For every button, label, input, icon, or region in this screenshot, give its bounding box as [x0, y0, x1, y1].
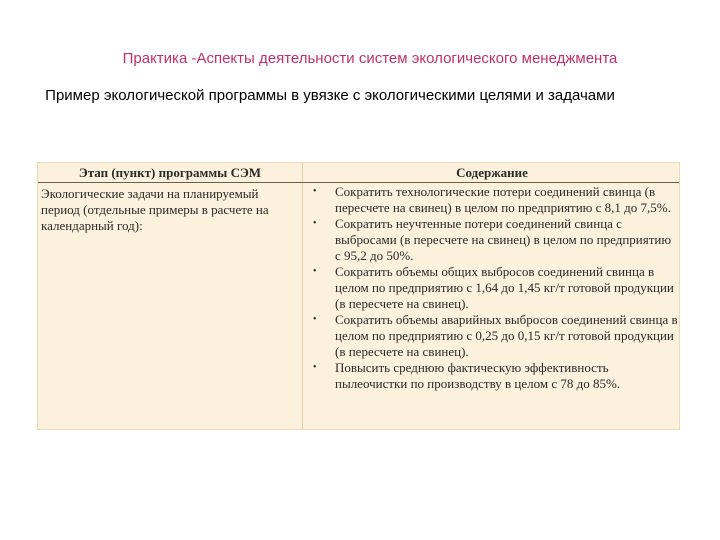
slide-title: Практика -Аспекты деятельности систем экологического менеджмента [122, 50, 618, 67]
bullet-icon: • [313, 186, 317, 197]
bullet-icon: • [313, 266, 317, 277]
bullet-icon: • [313, 314, 317, 325]
list-item-text: Сократить объемы общих выбросов соединений свинца в целом по предприятию с 1,64 до 1,45 кг/т готовой продукции (в пересчете на свинец). [335, 264, 674, 311]
header-stage: Этап (пункт) программы СЭМ [78, 165, 262, 180]
list-item-text: Сократить неучтенные потери соединений свинца с выбросами (в пересчете на свинец) в целом по предприятию с 95,2 до 50%. [335, 216, 672, 263]
table-header-row [38, 163, 679, 183]
content-list [310, 184, 678, 392]
stage-cell: Экологические задачи на планируемый период (отдельные примеры в расчете на календарный год): [41, 186, 269, 233]
list-item-text: Сократить объемы аварийных выбросов соединений свинца в целом по предприятию с 0,25 до 0,15 кг/т готовой продукции (в пересчете на свинец). [335, 312, 678, 359]
list-item [310, 312, 678, 360]
column-divider [302, 163, 303, 429]
bullet-icon: • [313, 218, 317, 229]
header-content: Содержание [456, 165, 528, 180]
bullet-icon: • [313, 362, 317, 373]
list-item [310, 360, 678, 392]
list-item-text: Сократить технологические потери соединений свинца (в пересчете на свинец) в целом по предприятию с 8,1 до 7,5%. [335, 184, 671, 215]
list-item [310, 216, 678, 264]
list-item [310, 184, 678, 216]
program-table [37, 162, 680, 430]
slide-subtitle: Пример экологической программы в увязке с экологическими целями и задачами [45, 87, 615, 104]
list-item-text: Повысить среднюю фактическую эффективность пылеочистки по производству в целом с 78 до 85%. [335, 360, 621, 391]
list-item [310, 264, 678, 312]
